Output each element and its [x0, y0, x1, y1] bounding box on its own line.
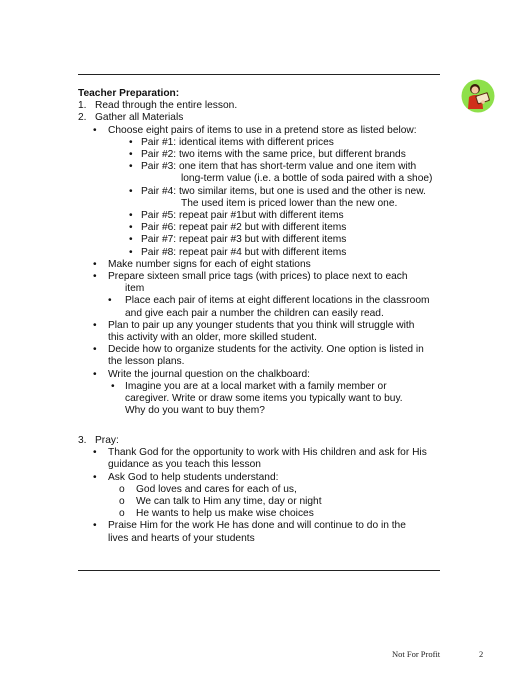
list-item: Imagine you are at a local market with a family member or [125, 380, 387, 392]
list-item-continuation: the lesson plans. [108, 356, 185, 368]
bullet: • [93, 344, 97, 356]
list-item: Plan to pair up any younger students that you think will struggle with [108, 319, 415, 331]
list-item: Gather all Materials [95, 112, 184, 124]
list-item: Pair #8: repeat pair #4 but with different items [141, 246, 347, 258]
list-item: We can talk to Him any time, day or night [136, 496, 322, 507]
bullet: • [93, 520, 97, 532]
list-item: Pair #2: two items with the same price, but different brands [141, 149, 406, 160]
list-number: 2. [78, 112, 87, 124]
bullet: • [129, 149, 133, 160]
bullet: • [93, 471, 97, 483]
list-item: Place each pair of items at eight different locations in the classroom [125, 295, 430, 307]
list-item: Pair #5: repeat pair #1but with different items [141, 210, 344, 221]
list-item-continuation: long-term value (i.e. a bottle of soda paired with a shoe) [181, 173, 433, 185]
bullet: • [108, 295, 112, 307]
list-item: Make number signs for each of eight stations [108, 258, 311, 270]
list-item: Praise Him for the work He has done and will continue to do in the [108, 520, 406, 532]
list-item: Choose eight pairs of items to use in a pretend store as listed below: [108, 124, 417, 136]
bullet: • [93, 447, 97, 459]
bullet: • [93, 271, 97, 282]
list-item: Pair #6: repeat pair #2 but with different items [141, 222, 347, 234]
bullet: • [129, 161, 133, 173]
page-number: 2 [479, 649, 484, 659]
footer-text: Not For Profit [392, 649, 441, 659]
bullet: • [93, 319, 97, 331]
list-item-continuation: and give each pair a number the children can easily read. [125, 307, 384, 319]
bullet: • [93, 368, 97, 380]
list-item: Write the journal question on the chalkboard: [108, 368, 310, 380]
list-item-continuation: guidance as you teach this lesson [108, 459, 261, 471]
list-number: 1. [78, 100, 87, 112]
bullet: • [129, 210, 133, 221]
bullet: • [129, 234, 133, 246]
list-item: He wants to help us make wise choices [136, 508, 314, 520]
list-item: Pair #7: repeat pair #3 but with different items [141, 234, 347, 246]
teacher-reading-icon [461, 79, 495, 113]
circle-bullet: o [119, 508, 125, 520]
list-item-continuation: Why do you want to buy them? [125, 405, 265, 417]
list-item-continuation: this activity with an older, more skilled student. [108, 332, 317, 343]
list-item: God loves and cares for each of us, [136, 483, 297, 495]
list-item: Pair #1: identical items with different prices [141, 136, 334, 148]
circle-bullet: o [119, 496, 125, 507]
list-item: Pair #3: one item that has short-term value and one item with [141, 161, 417, 173]
bullet: • [129, 136, 133, 148]
list-item: Prepare sixteen small price tags (with prices) to place next to each [108, 271, 408, 282]
section-heading: Teacher Preparation: [78, 88, 180, 99]
list-item: Pair #4: two similar items, but one is used and the other is new. [141, 185, 426, 197]
bullet: • [111, 380, 115, 392]
list-item: Pray: [95, 435, 119, 446]
list-item: Read through the entire lesson. [95, 100, 238, 112]
top-rule [78, 74, 440, 75]
bullet: • [129, 185, 133, 197]
bullet: • [129, 246, 133, 258]
list-item-continuation: The used item is priced lower than the new one. [181, 197, 398, 209]
circle-bullet: o [119, 483, 125, 495]
list-item: Decide how to organize students for the activity. One option is listed in [108, 344, 424, 356]
list-item-continuation: item [125, 283, 145, 295]
bottom-rule [78, 570, 440, 571]
bullet: • [93, 258, 97, 270]
bullet: • [93, 124, 97, 136]
list-item-continuation: caregiver. Write or draw some items you typically want to buy. [125, 393, 403, 404]
bullet: • [129, 222, 133, 234]
list-number: 3. [78, 435, 87, 446]
list-item: Ask God to help students understand: [108, 471, 279, 483]
list-item: Thank God for the opportunity to work with His children and ask for His [108, 447, 427, 459]
list-item-continuation: lives and hearts of your students [108, 532, 255, 544]
